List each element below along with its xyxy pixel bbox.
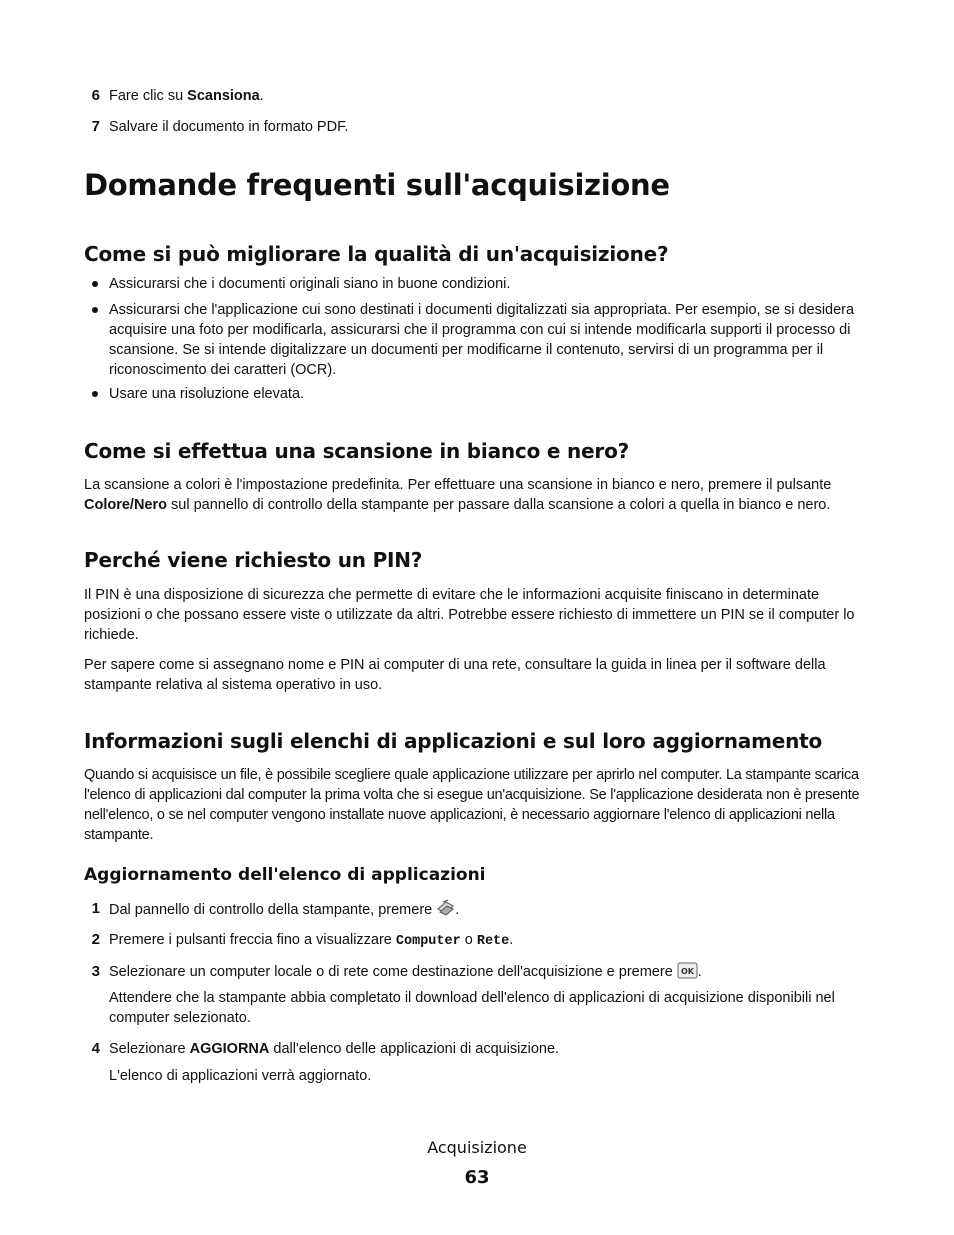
pin-paragraph-1: Il PIN è una disposizione di sicurezza che permette di evitare che le informazioni acquisite finiscano in determinate posizioni o che possano essere viste o utilizzate da altri. Potrebbe essere richiesto di immettere un PIN se il computer lo richiede. <box>84 587 855 643</box>
aggiorna-label: AGGIORNA <box>189 1041 270 1057</box>
step-text <box>109 86 874 106</box>
step-text <box>109 1039 874 1059</box>
section-heading-bw: Come si effettua una scansione in bianco e nero? <box>84 439 630 463</box>
step-number: 4 <box>91 1040 100 1057</box>
step-note: Attendere che la stampante abbia completato il download dell'elenco di applicazioni di acquisizione disponibili nel computer selezionato. <box>109 990 835 1026</box>
list-item-text: Usare una risoluzione elevata. <box>109 386 305 402</box>
step-text-pre: Selezionare un computer locale o di rete come destinazione dell'acquisizione e premere <box>109 964 677 980</box>
step-1 <box>84 899 874 919</box>
bw-text-pre: La scansione a colori è l'impostazione predefinita. Per effettuare una scansione in bianco e nero, premere il pulsante <box>84 477 832 493</box>
step-text <box>109 962 874 985</box>
step-text: Salvare il documento in formato PDF. <box>109 119 349 135</box>
step-6 <box>84 86 874 106</box>
section-heading-pin: Perché viene richiesto un PIN? <box>84 548 423 572</box>
rete-option: Rete <box>476 934 510 949</box>
section-heading-quality: Come si può migliorare la qualità di un'acquisizione? <box>84 242 669 266</box>
section-heading-apps: Informazioni sugli elenchi di applicazioni e sul loro aggiornamento <box>84 729 823 753</box>
scan-icon <box>436 899 455 923</box>
step-text-post: . <box>697 964 702 980</box>
step-3 <box>84 962 874 1028</box>
bullet-icon <box>92 307 98 313</box>
list-item-text: Assicurarsi che i documenti originali siano in buone condizioni. <box>109 276 511 292</box>
step-text-post: . <box>509 932 514 948</box>
step-4 <box>84 1039 874 1087</box>
step-text-pre: Fare clic su <box>109 88 188 104</box>
list-item <box>84 300 874 380</box>
bw-text-post: sul pannello di controllo della stampante per passare dalla scansione a colori a quella in bianco e nero. <box>167 497 831 513</box>
step-text-mid: o <box>460 932 477 948</box>
bw-paragraph <box>84 475 874 515</box>
list-item <box>84 274 874 294</box>
colore-nero-label: Colore/Nero <box>84 497 167 513</box>
ok-button-label: OK <box>680 967 694 976</box>
step-number: 1 <box>91 900 100 917</box>
step-7 <box>84 117 874 137</box>
step-note: L'elenco di applicazioni verrà aggiornato. <box>109 1068 372 1084</box>
step-number: 7 <box>91 118 100 135</box>
footer-section-label: Acquisizione <box>427 1138 527 1157</box>
step-number: 6 <box>91 87 100 104</box>
list-item-text: Assicurarsi che l'applicazione cui sono destinati i documenti digitalizzati sia appropriata. Per esempio, se si desidera acquisire una foto per modificarla, assicurarsi che il programma con cui si intende modificarla supporti il processo di scansione. Se si intende digitalizzare un documenti per modificarne il contenuto, servirsi di un programma per il riconoscimento dei caratteri (OCR). <box>109 302 855 378</box>
step-text-pre: Dal pannello di controllo della stampante, premere <box>109 902 437 918</box>
page-number: 63 <box>464 1167 490 1188</box>
step-number: 2 <box>91 931 100 948</box>
apps-paragraph: Quando si acquisisce un file, è possibile scegliere quale applicazione utilizzare per aprirlo nel computer. La stampante scarica l'elenco di applicazioni dal computer la prima volta che si esegue un'acquisizione. Se l'applicazione desiderata non è presente nell'elenco, o se nel computer vengono installate nuove applicazioni, è necessario aggiornare l'elenco di applicazioni nella stampante. <box>84 767 860 843</box>
ok-button-icon <box>677 962 698 985</box>
step-text-pre: Selezionare <box>109 1041 190 1057</box>
list-item <box>84 384 874 404</box>
computer-option: Computer <box>395 934 461 949</box>
step-text-pre: Premere i pulsanti freccia fino a visualizzare <box>109 932 396 948</box>
page-title: Domande frequenti sull'acquisizione <box>84 168 670 202</box>
scansiona-label: Scansiona <box>187 88 260 104</box>
bullet-icon <box>92 281 98 287</box>
step-text-post: . <box>259 88 264 104</box>
subsection-heading: Aggiornamento dell'elenco di applicazioni <box>84 865 486 885</box>
step-text <box>109 930 874 952</box>
bullet-icon <box>92 391 98 397</box>
pin-paragraph-2: Per sapere come si assegnano nome e PIN ai computer di una rete, consultare la guida in linea per il software della stampante relativa al sistema operativo in uso. <box>84 657 826 693</box>
step-2 <box>84 930 874 950</box>
step-text <box>109 899 874 923</box>
step-number: 3 <box>91 963 100 980</box>
step-text-post: dall'elenco delle applicazioni di acquisizione. <box>269 1041 560 1057</box>
step-text-post: . <box>455 902 460 918</box>
